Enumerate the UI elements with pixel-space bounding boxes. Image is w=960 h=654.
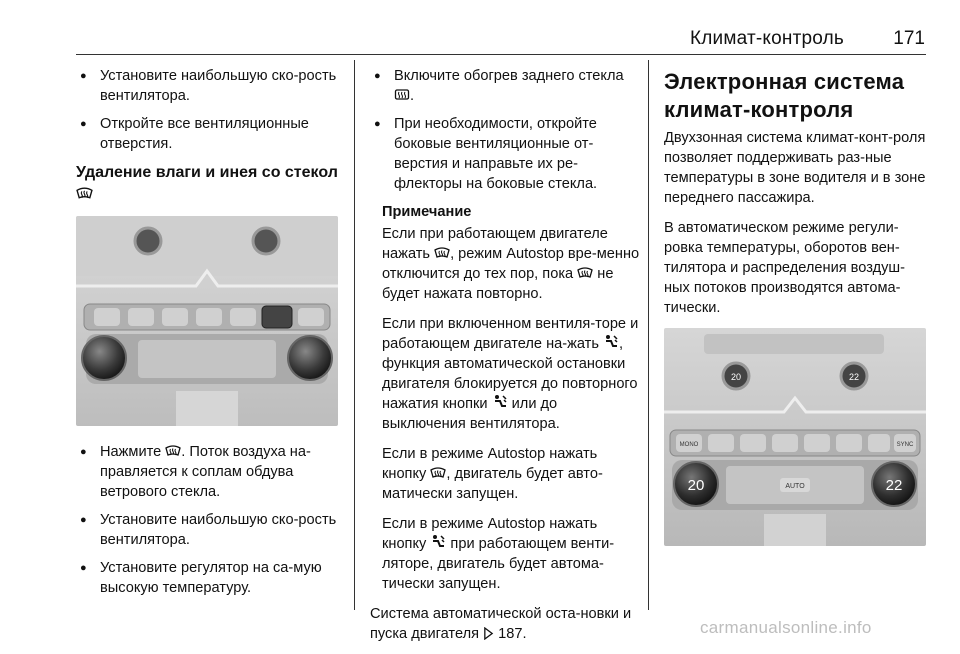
column-2: [370, 66, 642, 654]
paragraph: В автоматическом режиме регули-ровка температуры, оборотов вен-тилятора и распределения воздуш-ных потоков производятся автома-тически.: [664, 220, 905, 316]
fan-icon: [492, 394, 508, 410]
bullet-list-top: [76, 66, 338, 154]
windscreen-defrost-icon: [434, 246, 450, 260]
column-1: [76, 66, 338, 606]
list-item: ● При необходимости, откройте боковые вентиляционные от-верстия и направьте их ре-флекторы на боковые стекла.: [370, 114, 642, 194]
note-paragraph: Если при работающем двигателе нажать , режим Autostop вре-менно отключится до тех пор, пока не будет нажата повторно.: [382, 226, 640, 302]
fan-icon: [430, 534, 446, 550]
note-paragraph: Если при включенном вентиля-торе и работающем двигателе на-жать , функция автоматической остановки двигателя блокируется до повторного нажатия кнопки или до выключения вентилятора.: [382, 316, 639, 432]
column-divider-2: [648, 60, 649, 610]
bullet-list: [370, 66, 642, 194]
climate-panel-photo-electronic: [664, 328, 926, 546]
list-item: ● Установите регулятор на са-мую высокую температуру.: [76, 558, 338, 598]
section-title-text: Удаление влаги и инея со стекол: [76, 164, 338, 181]
windscreen-defrost-icon: [76, 186, 93, 201]
list-item: ● Откройте все вентиляционные отверстия.: [76, 114, 338, 154]
windscreen-defrost-icon: [430, 466, 446, 480]
list-item: ● Установите наибольшую ско-рость вентилятора.: [76, 66, 338, 106]
auto-button-label: AUTO: [785, 483, 805, 490]
note-title: Примечание: [382, 204, 472, 220]
running-title: Климат-контроль: [690, 28, 844, 49]
note-paragraph: Если в режиме Autostop нажать кнопку при работающем венти-ляторе, двигатель будет автома-тически запущен.: [382, 516, 615, 592]
header-rule: [76, 54, 926, 55]
watermark: carmanualsonline.info: [700, 618, 872, 637]
list-item: ● Нажмите . Поток воздуха на-правляется к соплам обдува ветрового стекла.: [76, 442, 338, 502]
left-temp-display: 20: [687, 477, 705, 494]
climate-panel-photo-manual: [76, 216, 338, 426]
list-item: ● Установите наибольшую ско-рость вентилятора.: [76, 510, 338, 550]
column-3: [664, 66, 926, 546]
windscreen-defrost-icon: [577, 266, 593, 280]
right-temp-display: 22: [885, 477, 903, 494]
windscreen-defrost-icon: [165, 444, 181, 458]
list-item: ● Включите обогрев заднего стекла .: [370, 66, 642, 106]
rear-window-heat-icon: [394, 88, 410, 102]
right-temp-small: 22: [848, 372, 860, 382]
page-header: [690, 28, 925, 54]
fan-icon: [603, 334, 619, 350]
bullet-list-bottom: [76, 442, 338, 598]
cross-reference-arrow-icon: [483, 627, 494, 640]
note-paragraph: Если в режиме Autostop нажать кнопку , двигатель будет авто-матически запущен.: [382, 446, 603, 502]
cross-reference-link[interactable]: 187.: [498, 626, 527, 642]
mono-button-label: MONO: [679, 442, 699, 448]
sync-button-label: SYNC: [896, 442, 914, 448]
page-number: 171: [893, 28, 925, 49]
section-title-defrost: [76, 162, 338, 206]
left-temp-small: 20: [730, 372, 742, 382]
column-divider-1: [354, 60, 355, 610]
paragraph: Система автоматической оста-новки и пуска двигателя 187.: [370, 606, 632, 642]
paragraph: Двухзонная система климат-конт-роля позволяет поддерживать раз-ные температуры в зоне водителя и в зоне переднего пассажира.: [664, 130, 926, 206]
section-title-electronic-climate: Электронная система климат-контроля: [664, 69, 905, 122]
